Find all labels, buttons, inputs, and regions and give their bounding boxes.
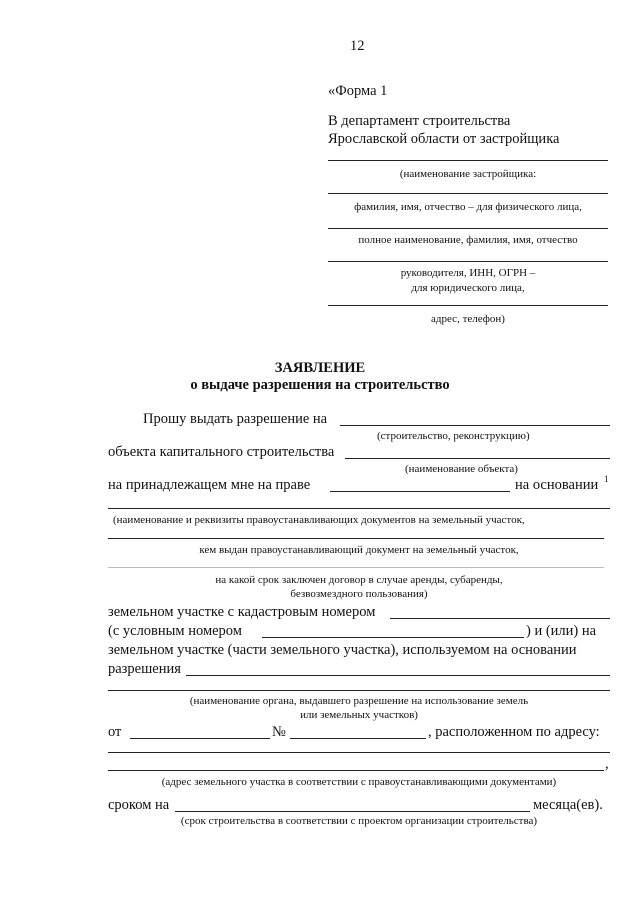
applicant-line-1[interactable] (328, 160, 608, 161)
applicant-caption-2: фамилия, имя, отчество – для физического лица, (354, 201, 582, 213)
applicant-caption-6: адрес, телефон) (431, 313, 505, 325)
organ-caption-1: (наименование органа, выдавшего разрешение на использование земель (189, 695, 529, 707)
address-field-1[interactable] (108, 752, 610, 753)
addressee-line2: Ярославской области от застройщика (328, 131, 560, 147)
permission-label: разрешения (108, 661, 181, 677)
address-caption: (адрес земельного участка в соответствии с правоустанавливающими документами) (161, 776, 557, 788)
address-label: , расположенном по адресу: (428, 724, 600, 740)
applicant-line-4[interactable] (328, 261, 608, 262)
number-field[interactable] (290, 738, 426, 739)
object-caption: (наименование объекта) (405, 463, 518, 475)
lease-caption-2: безвозмездного пользования) (290, 588, 428, 600)
permission-field-2[interactable] (108, 690, 610, 691)
applicant-caption-3: полное наименование, фамилия, имя, отчество (358, 234, 578, 246)
form-label: «Форма 1 (328, 83, 388, 99)
docs-caption: (наименование и реквизиты правоустанавливающих документов на земельный участок, (113, 514, 525, 526)
number-label: № (272, 724, 286, 740)
organ-caption-2: или земельных участков) (300, 709, 418, 721)
docs-field[interactable] (108, 508, 610, 509)
request-caption: (строительство, реконструкцию) (377, 430, 530, 442)
permission-field[interactable] (186, 675, 610, 676)
object-field[interactable] (345, 458, 610, 459)
lease-field[interactable] (108, 567, 604, 568)
applicant-line-5[interactable] (328, 305, 608, 306)
page-number: 12 (350, 38, 365, 54)
applicant-line-3[interactable] (328, 228, 608, 229)
conditional-field[interactable] (262, 637, 524, 638)
footnote-mark: 1 (604, 474, 609, 484)
applicant-caption-4: руководителя, ИНН, ОГРН – (400, 267, 536, 279)
term-caption: (срок строительства в соответствии с проектом организации строительства) (180, 815, 538, 827)
cadastral-label: земельном участке с кадастровым номером (108, 604, 376, 620)
title-line2: о выдаче разрешения на строительство (190, 377, 450, 393)
date-field[interactable] (130, 738, 270, 739)
applicant-caption-5: для юридического лица, (411, 282, 525, 294)
right-field[interactable] (330, 491, 510, 492)
applicant-line-2[interactable] (328, 193, 608, 194)
title-line1: ЗАЯВЛЕНИЕ (274, 360, 366, 376)
request-field[interactable] (340, 425, 610, 426)
part-line: земельном участке (части земельного участка), используемом на основании (108, 642, 577, 658)
applicant-caption-1: (наименование застройщика: (399, 168, 537, 180)
cadastral-field[interactable] (390, 618, 610, 619)
right-label: на принадлежащем мне на праве (108, 477, 311, 493)
lease-caption-1: на какой срок заключен договор в случае аренды, субаренды, (215, 574, 503, 586)
address-field-2[interactable] (108, 770, 604, 771)
conditional-open: (с условным номером (108, 623, 242, 639)
request-label: Прошу выдать разрешение на (143, 411, 328, 427)
issuer-field[interactable] (108, 538, 604, 539)
basis-label: на основании (515, 477, 599, 493)
from-label: от (108, 724, 122, 740)
issuer-caption: кем выдан правоустанавливающий документ на земельный участок, (199, 544, 519, 556)
addressee-line1: В департамент строительства (328, 113, 511, 129)
term-label: сроком на (108, 797, 170, 813)
address-comma: , (605, 756, 609, 772)
term-field[interactable] (175, 811, 530, 812)
conditional-close: ) и (или) на (526, 623, 597, 639)
months-label: месяца(ев). (533, 797, 603, 813)
object-label: объекта капитального строительства (108, 444, 335, 460)
